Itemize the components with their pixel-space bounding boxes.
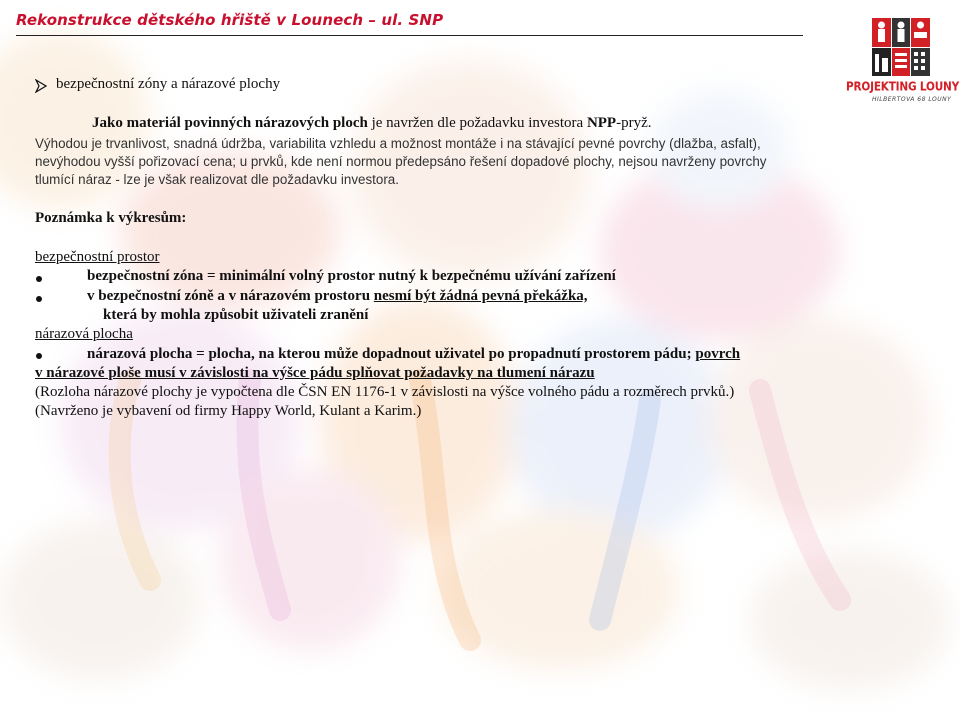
logo-company-name: PROJEKTING LOUNY <box>846 80 960 94</box>
bullet-no-obstacle-start: v bezpečnostní zóně a v nárazovém prostoru <box>87 288 374 304</box>
material-after: -pryž. <box>616 115 652 131</box>
npp-bold: NPP <box>586 115 617 131</box>
bullet-no-obstacle-continuation: která by mohla způsobit uživateli zranění <box>103 307 369 323</box>
remark-area-calculation: (Rozloha nárazové plochy je vypočtena dle ČSN EN 1176-1 v závislosti na výšce volného pádu a rozměrech prvků.) <box>35 384 735 400</box>
bullet-no-obstacle-underlined: nesmí být žádná pevná překážka, <box>373 288 588 304</box>
header-divider <box>16 35 803 36</box>
paragraph-advantages-line-2: nevýhodou vyšší pořizovací cena; u prvků, kde není normou předepsáno řešení dopadové plochy, nejsou navrženy povrchy <box>35 154 767 169</box>
bullet-dot-icon <box>36 276 42 282</box>
bullet-dot-icon <box>36 296 42 302</box>
document-header-title: Rekonstrukce dětského hřiště v Lounech – ul. SNP <box>16 11 444 29</box>
safety-space-title: bezpečnostní prostor <box>35 249 160 265</box>
bullet-safety-zone: bezpečnostní zóna = minimální volný prostor nutný k bezpečnému užívání zařízení <box>87 268 616 284</box>
arrow-bullet-icon <box>35 79 47 93</box>
logo-address: HILBERTOVA 68 LOUNY <box>872 96 952 103</box>
bullet-impact-area-start: nárazová plocha = plocha, na kterou může dopadnout uživatel po propadnutí prostorem pádu; <box>87 346 696 362</box>
paragraph-advantages-line-1: Výhodou je trvanlivost, snadná údržba, variabilita vzhledu a možnost montáže i na stávající pevné povrchy (dlažba, asfalt), <box>35 136 761 151</box>
bullet-no-obstacle <box>87 288 588 305</box>
bullet-impact-area <box>87 346 740 363</box>
bullet-impact-area-continuation: v nárazové ploše musí v závislosti na výšce pádu splňovat požadavky na tlumení nárazu <box>35 365 595 381</box>
section-heading: bezpečnostní zóny a nárazové plochy <box>56 76 281 92</box>
paragraph-advantages-line-3: tlumící náraz - lze je však realizovat dle požadavku investora. <box>35 172 399 187</box>
note-title: Poznámka k výkresům: <box>35 210 187 226</box>
bullet-impact-area-underlined: povrch <box>695 346 741 362</box>
material-middle: je navržen dle požadavku investora <box>367 115 587 131</box>
remark-equipment-suppliers: (Navrženo je vybavení od firmy Happy World, Kulant a Karim.) <box>35 403 422 419</box>
impact-area-title: nárazová plocha <box>35 326 133 342</box>
material-bold: Jako materiál povinných nárazových ploch <box>92 115 368 131</box>
paragraph-material <box>92 115 652 132</box>
bullet-dot-icon <box>36 353 42 359</box>
